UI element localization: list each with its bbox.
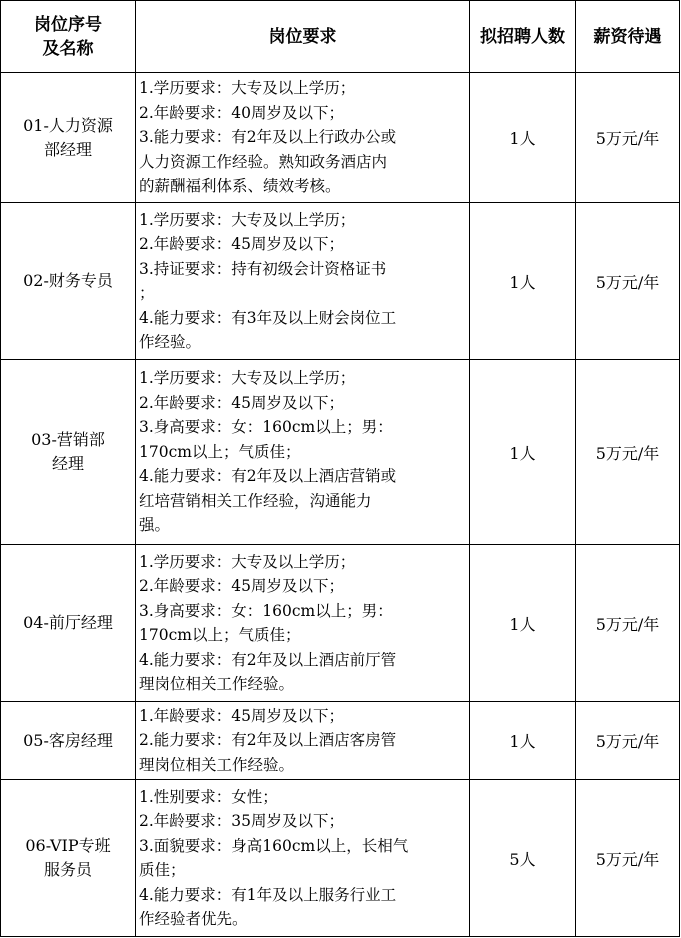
requirement-line: 2.年龄要求：45周岁及以下； xyxy=(139,393,345,412)
requirement-line: 4.能力要求：有1年及以上服务行业工 xyxy=(139,885,397,904)
table-row xyxy=(1,73,680,203)
header-salary: 薪资待遇 xyxy=(576,1,680,73)
requirements-cell xyxy=(136,73,470,203)
position-name-cell xyxy=(1,203,136,360)
salary-cell: 5万元/年 xyxy=(576,360,680,545)
header-position-line1: 岗位序号 xyxy=(34,14,102,35)
requirement-line: 4.能力要求：有3年及以上财会岗位工 xyxy=(139,308,397,327)
requirement-line: 3.持证要求：持有初级会计资格证书 xyxy=(139,259,387,278)
requirement-line: 2.年龄要求：35周岁及以下； xyxy=(139,812,345,830)
requirement-line: 作经验者优先。 xyxy=(139,910,248,928)
requirement-line: 3.身高要求：女：160cm以上；男： xyxy=(139,601,393,620)
salary-cell: 5万元/年 xyxy=(576,702,680,780)
salary-cell: 5万元/年 xyxy=(576,203,680,360)
salary-cell: 5万元/年 xyxy=(576,73,680,203)
requirements-cell xyxy=(136,545,470,702)
requirement-line: ； xyxy=(139,284,155,302)
requirement-line: 1.学历要求：大专及以上学历； xyxy=(139,79,356,98)
requirements-cell xyxy=(136,203,470,360)
position-name-line: 服务员 xyxy=(43,860,92,879)
header-position-line2: 及名称 xyxy=(42,38,94,59)
position-name-line: 02-财务专员 xyxy=(23,271,113,290)
salary-cell: 5万元/年 xyxy=(576,545,680,702)
headcount-cell: 5人 xyxy=(470,780,576,937)
position-name-cell xyxy=(1,73,136,203)
headcount-cell: 1人 xyxy=(470,73,576,203)
position-name-line: 06-VIP专班 xyxy=(25,836,111,855)
requirements-cell xyxy=(136,780,470,937)
headcount-cell: 1人 xyxy=(470,203,576,360)
headcount-cell: 1人 xyxy=(470,360,576,545)
header-headcount: 拟招聘人数 xyxy=(470,1,576,73)
requirement-line: 170cm以上；气质佳； xyxy=(139,442,301,461)
header-position xyxy=(1,1,136,73)
position-name-cell xyxy=(1,360,136,545)
requirement-line: 1.学历要求：大专及以上学历； xyxy=(139,369,356,388)
header-row xyxy=(1,1,680,73)
requirement-line: 人力资源工作经验。熟知政务酒店内 xyxy=(139,152,388,171)
requirement-line: 1.学历要求：大专及以上学历； xyxy=(139,552,356,571)
header-requirements: 岗位要求 xyxy=(136,1,470,73)
requirement-line: 3.身高要求：女：160cm以上；男： xyxy=(139,418,393,437)
position-name-line: 01-人力资源 xyxy=(23,115,113,135)
requirement-line: 4.能力要求：有2年及以上酒店前厅管 xyxy=(139,650,397,669)
position-name-cell xyxy=(1,780,136,937)
requirement-line: 3.能力要求：有2年及以上行政办公或 xyxy=(139,128,397,147)
position-name-line: 05-客房经理 xyxy=(23,730,113,750)
salary-cell: 5万元/年 xyxy=(576,780,680,937)
table-row xyxy=(1,780,680,937)
requirement-line: 质佳； xyxy=(139,861,186,879)
requirement-line: 强。 xyxy=(139,516,171,535)
position-name-cell xyxy=(1,545,136,702)
table-row xyxy=(1,702,680,780)
requirement-line: 2.能力要求：有2年及以上酒店客房管 xyxy=(139,731,397,750)
requirement-line: 170cm以上；气质佳； xyxy=(139,626,301,644)
position-name-line: 04-前厅经理 xyxy=(23,613,113,632)
table-row xyxy=(1,545,680,702)
requirement-line: 4.能力要求：有2年及以上酒店营销或 xyxy=(139,467,397,486)
requirement-line: 1.学历要求：大专及以上学历； xyxy=(139,210,356,229)
table-row xyxy=(1,360,680,545)
table-row xyxy=(1,203,680,360)
position-name-line: 部经理 xyxy=(43,139,92,159)
requirement-line: 2.年龄要求：45周岁及以下； xyxy=(139,577,345,595)
requirement-line: 1.年龄要求：45周岁及以下； xyxy=(139,706,345,725)
requirements-cell xyxy=(136,360,470,545)
requirement-line: 2.年龄要求：40周岁及以下； xyxy=(139,103,345,122)
requirements-cell xyxy=(136,702,470,780)
position-name-line: 经理 xyxy=(51,454,84,473)
requirement-line: 3.面貌要求：身高160cm以上，长相气 xyxy=(139,836,409,855)
requirement-line: 理岗位相关工作经验。 xyxy=(139,675,295,693)
position-name-line: 03-营销部 xyxy=(31,430,105,449)
headcount-cell: 1人 xyxy=(470,545,576,702)
headcount-cell: 1人 xyxy=(470,702,576,780)
requirement-line: 的薪酬福利体系、绩效考核。 xyxy=(139,177,341,196)
requirement-line: 作经验。 xyxy=(139,333,202,351)
requirement-line: 2.年龄要求：45周岁及以下； xyxy=(139,235,345,253)
position-name-cell xyxy=(1,702,136,780)
requirement-line: 理岗位相关工作经验。 xyxy=(139,755,295,774)
requirement-line: 1.性别要求：女性； xyxy=(139,787,278,806)
requirement-line: 红培营销相关工作经验，沟通能力 xyxy=(139,491,372,510)
